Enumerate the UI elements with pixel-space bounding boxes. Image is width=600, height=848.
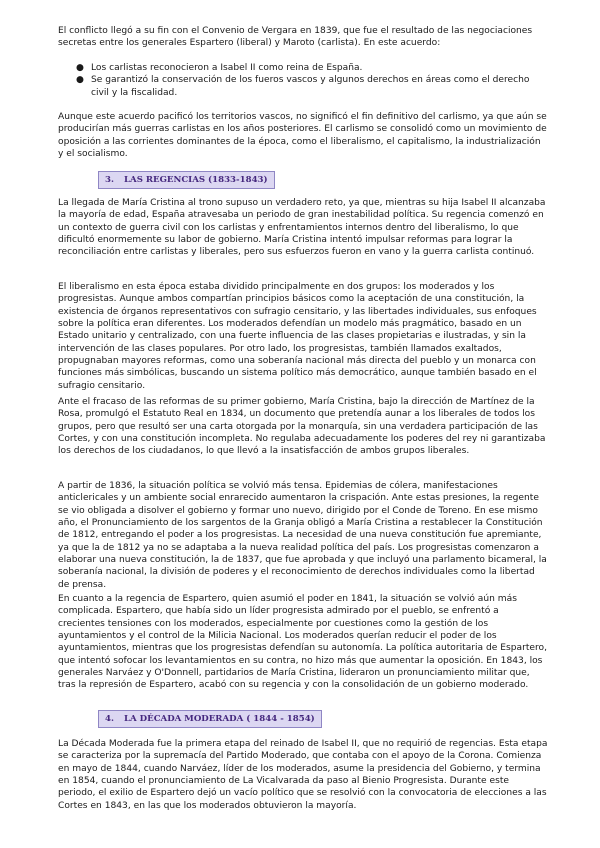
section-title: LA DÉCADA MODERADA ( 1844 - 1854): [123, 714, 315, 724]
paragraph: La llegada de María Cristina al trono supuso un verdadero reto, ya que, mientras su hija Isabel II alcanzaba la mayoría de edad, España atravesaba un periodo de gran inestabilidad política. Su regencia comenzó en un contexto de guerra civil con los carlistas y enfrentamientos internos dentro del liberalismo, lo que dificultó enormemente su labor de gobierno. María Cristina intentó impulsar reformas para lograr la reconciliación entre carlistas y liberales, pero sus esfuerzos fueron en vano y la guerra carlista continuó.: [58, 198, 546, 258]
paragraph: A partir de 1836, la situación política se volvió más tensa. Epidemias de cólera, manifestaciones anticlericales y un ambiente social enrarecido aumentaron la crispación. Ante estas presiones, la regente se vio obligada a disolver el gobierno y formar uno nuevo, dirigido por el Conde de Toreno. En ese mismo año, el Pronunciamiento de los sargentos de la Granja obligó a María Cristina a restablecer la Constitución de 1812, entregando el poder a los progresistas. La necesidad de una nueva constitución fue apremiante, ya que la de 1812 ya no se adaptaba a la nueva realidad política del país. Los progresistas comenzaron a elaborar una nueva constitución, la de 1837, que fue aprobada y que incluyó una parlamento bicameral, la soberanía nacional, la división de poderes y el reconocimiento de derechos individuales como la libertad de prensa.: [58, 481, 547, 590]
paragraph: Ante el fracaso de las reformas de su primer gobierno, María Cristina, bajo la dirección de Martínez de la Rosa, promulgó el Estatuto Real en 1834, un documento que pretendía aunar a los liberales de todos los grupos, pero que resultó ser una carta otorgada por la monarquía, sin una verdadera participación de las Cortes, y con una constitución incompleta. No regulaba adecuadamente los poderes del rey ni garantizaba los derechos de los ciudadanos, lo que llevó a la insatisfacción de ambos grupos liberales.: [58, 397, 546, 457]
section-title: LAS REGENCIAS (1833-1843): [123, 175, 268, 185]
bullet-icon: ●: [76, 63, 84, 73]
paragraph: Aunque este acuerdo pacificó los territorios vascos, no significó el fin definitivo del carlismo, ya que aún se producirían más guerras carlistas en los años posteriores. El carlismo se consolidó como un movimiento de oposición a las corrientes dominantes de la época, como el liberalismo, el capitalismo, la industrialización y el socialismo.: [58, 112, 547, 160]
intro-paragraph: El conflicto llegó a su fin con el Convenio de Vergara en 1839, que fue el resultado de las negociaciones secretas entre los generales Espartero (liberal) y Maroto (carlista). En este acuerdo:: [58, 26, 533, 49]
section-heading-4: [98, 710, 322, 728]
paragraph: En cuanto a la regencia de Espartero, quien asumió el poder en 1841, la situación se volvió aún más complicada. Espartero, que había sido un líder progresista admirado por el pueblo, se enfrentó a crecientes tensiones con los moderados, especialmente por cuestiones como la gestión de los ayuntamientos y el control de la Milicia Nacional. Los moderados querían reducir el poder de los ayuntamientos, mientras que los progresistas defendían su autonomía. La política autoritaria de Espartero, que intentó sofocar los levantamientos en su contra, no hizo más que aumentar la oposición. En 1843, los generales Narváez y O'Donnell, partidarios de María Cristina, lideraron un pronunciamiento militar que, tras la represión de Espartero, acabó con su regencia y con la consolidación de un gobierno moderado.: [58, 594, 547, 691]
paragraph: El liberalismo en esta época estaba dividido principalmente en dos grupos: los moderados y los progresistas. Aunque ambos compartían principios básicos como la aceptación de una constitución, la existencia de órganos representativos con sufragio censitario, y las libertades individuales, sus enfoques sobre la política eran diferentes. Los moderados defendían un modelo más pragmático, basado en un Estado unitario y centralizado, con una fuerte influencia de las clases propietarias e ilustradas, y sin la intervención de las clases populares. Por otro lado, los progresistas, también llamados exaltados, propugnaban mayores reformas, como una soberanía nacional más directa del pueblo y un monarca con funciones más simbólicas, buscando un sistema político más democrático, aunque también basado en el sufragio censitario.: [58, 282, 537, 391]
bullet-icon: ●: [76, 75, 84, 86]
paragraph: La Década Moderada fue la primera etapa del reinado de Isabel II, que no requirió de regencias. Esta etapa se caracteriza por la supremacía del Partido Moderado, que contaba con el apoyo de la Corona. Comienza en mayo de 1844, cuando Narváez, líder de los moderados, asume la presidencia del Gobierno, y termina en 1854, cuando el pronunciamiento de La Vicalvarada da paso al Bienio Progresista. Durante este periodo, el exilio de Espartero dejó un vacío político que se resolvió con la convocatoria de elecciones a las Cortes en 1843, en las que los moderados obtuvieron la mayoría.: [58, 739, 548, 811]
section-number: 4.: [105, 714, 114, 724]
bullet-list: [58, 62, 548, 99]
list-item: ● Los carlistas reconocieron a Isabel II como reina de España.: [76, 63, 363, 73]
section-heading-3: [98, 171, 275, 189]
section-number: 3.: [105, 175, 114, 185]
list-item: ● Se garantizó la conservación de los fueros vascos y algunos derechos en áreas como el derecho civil y la fiscalidad.: [76, 75, 530, 98]
